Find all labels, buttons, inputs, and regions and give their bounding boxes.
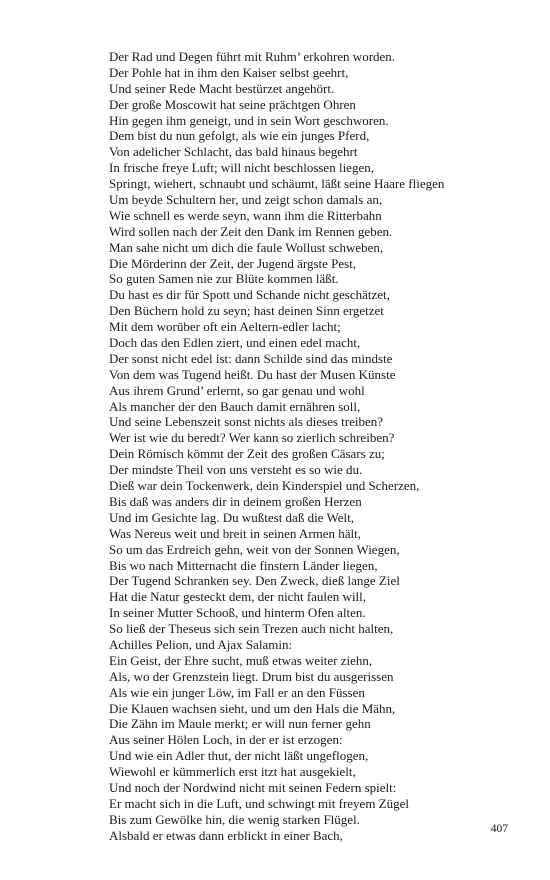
poem-line: Und im Gesichte lag. Du wußtest daß die Welt, (109, 509, 354, 525)
poem-line: Springt, wiehert, schnaubt und schäumt, läßt seine Haare fliegen (109, 176, 445, 192)
poem-line: Du hast es dir für Spott und Schande nicht geschätzet, (109, 287, 390, 303)
poem-line: So ließ der Theseus sich sein Trezen auch nicht halten, (109, 621, 394, 637)
poem-text (109, 49, 509, 844)
poem-line: In frische freye Luft; will nicht beschlossen liegen, (109, 160, 374, 176)
poem-line: Als, wo der Grenzstein liegt. Drum bist du ausgerissen (109, 668, 394, 684)
poem-line: Der Tugend Schranken sey. Den Zweck, dieß lange Ziel (109, 573, 400, 589)
poem-line: In seiner Mutter Schooß, und hinterm Ofen alten. (109, 605, 366, 621)
poem-line: So um das Erdreich gehn, weit von der Sonnen Wiegen, (109, 541, 400, 557)
poem-line: Wiewohl er kümmerlich erst itzt hat ausgekielt, (109, 764, 356, 780)
poem-line: Dieß war dein Tockenwerk, dein Kinderspiel und Scherzen, (109, 478, 420, 494)
poem-line: Wird sollen nach der Zeit den Dank im Rennen geben. (109, 223, 393, 239)
poem-line: Wer ist wie du beredt? Wer kann so zierlich schreiben? (109, 430, 395, 446)
poem-line: Man sahe nicht um dich die faule Wollust schweben, (109, 239, 384, 255)
poem-line: Hat die Natur gesteckt dem, der nicht faulen will, (109, 589, 367, 605)
poem-line: Der sonst nicht edel ist: dann Schilde sind das mindste (109, 350, 393, 366)
poem-line: Als mancher der den Bauch damit ernähren soll, (109, 398, 361, 414)
poem-line: So guten Samen nie zur Blüte kommen läßt. (109, 271, 339, 287)
poem-line: Doch das den Edlen ziert, und einen edel macht, (109, 335, 361, 351)
poem-line: Der große Moscowit hat seine prächtgen Ohren (109, 96, 356, 112)
poem-line: Bis daß was anders dir in deinem großen Herzen (109, 493, 362, 509)
poem-line: Er macht sich in die Luft, und schwingt mit freyem Zügel (109, 795, 410, 811)
poem-line: Dem bist du nun gefolgt, als wie ein junges Pferd, (109, 128, 370, 144)
poem-line: Der Pohle hat in ihm den Kaiser selbst geehrt, (109, 64, 349, 80)
poem-line: Aus ihrem Grund’ erlernt, so gar genau und wohl (109, 382, 365, 398)
poem-line: Und wie ein Adler thut, der nicht läßt ungeflogen, (109, 748, 369, 764)
poem-line: Die Mörderinn der Zeit, der Jugend ärgste Pest, (109, 255, 357, 271)
poem-line: Und seiner Rede Macht bestürzet angehört. (109, 80, 335, 96)
poem-line: Die Klauen wachsen sieht, und um den Hals die Mähn, (109, 700, 396, 716)
poem-line: Mit dem worüber oft ein Aeltern-edler lacht; (109, 319, 341, 335)
poem-line: Von dem was Tugend heißt. Du hast der Musen Künste (109, 366, 396, 382)
poem-line: Was Nereus weit und breit in seinen Armen hält, (109, 525, 362, 541)
poem-line: Als wie ein junger Löw, im Fall er an den Füssen (109, 684, 365, 700)
poem-line: Alsbald er etwas dann erblickt in einer Bach, (109, 827, 343, 843)
poem-line: Achilles Pelion, und Ajax Salamin: (109, 636, 293, 652)
poem-line: Dein Römisch kömmt der Zeit des großen Cäsars zu; (109, 446, 385, 462)
poem-line: Von adelicher Schlacht, das bald hinaus begehrt (109, 144, 358, 160)
poem-line: Um beyde Schultern her, und zeigt schon damals an, (109, 192, 383, 208)
poem-line: Und seine Lebenszeit sonst nichts als dieses treiben? (109, 414, 384, 430)
poem-line: Den Büchern hold zu seyn; hast deinen Sinn ergetzet (109, 303, 384, 319)
poem-line: Und noch der Nordwind nicht mit seinen Federn spielt: (109, 779, 397, 795)
poem-line: Ein Geist, der Ehre sucht, muß etwas weiter ziehn, (109, 652, 373, 668)
poem-line: Aus seiner Hölen Loch, in der er ist erzogen: (109, 732, 343, 748)
poem-line: Der Rad und Degen führt mit Ruhm’ erkohren worden. (109, 49, 396, 64)
poem-line: Bis wo nach Mitternacht die finstern Länder liegen, (109, 557, 378, 573)
poem-line: Wie schnell es werde seyn, wann ihm die Ritterbahn (109, 207, 382, 223)
poem-line: Der mindste Theil von uns versteht es so wie du. (109, 462, 363, 478)
poem-line: Die Zähn im Maule merkt; er will nun ferner gehn (109, 716, 371, 732)
poem-line: Bis zum Gewölke hin, die wenig starken Flügel. (109, 811, 360, 827)
poem-line: Hin gegen ihm geneigt, und in sein Wort geschworen. (109, 112, 389, 128)
page-number: 407 (490, 823, 508, 835)
